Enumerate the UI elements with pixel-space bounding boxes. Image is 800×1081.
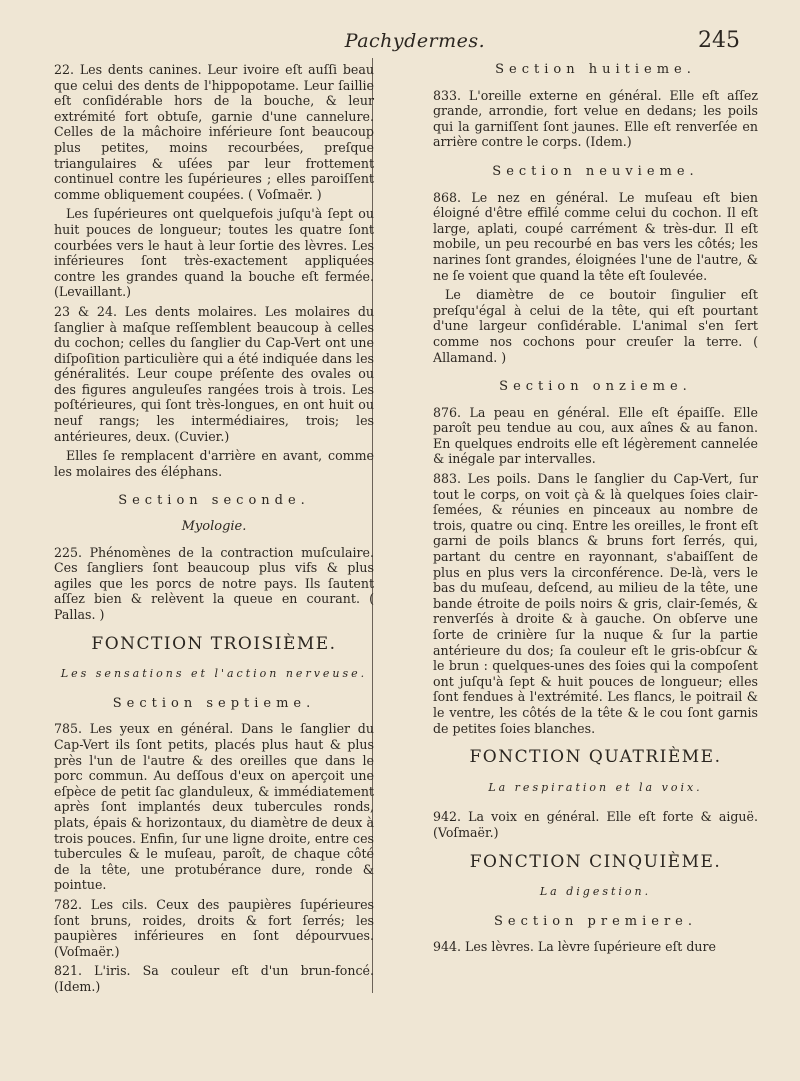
section-heading-premiere: Section premiere. xyxy=(493,913,698,929)
running-head xyxy=(60,30,770,60)
subheading-myologie: Myologie. xyxy=(181,519,247,535)
paragraph-boutoir: Le diamètre de ce boutoir ſingulier eſt preſqu'égal à celui de la tête, qui eſt pourtant d'une largeur conſidérable. L'animal s'en ſert comme nos cochons pour creuſer la terre. ( Allamand. ) xyxy=(433,287,758,365)
section-heading-huitieme: Section huitieme. xyxy=(495,62,696,77)
section-heading-septieme: Section septieme. xyxy=(112,695,316,711)
right-column xyxy=(433,62,758,959)
paragraph-superieures: Les ſupérieures ont quelquefois juſqu'à ſept ou huit pouces de longueur; toutes les quatre ſont courbées vers le haut à leur ſortie des lèvres. Les inférieures ſont très-exactement appliquées contre les grandes quand la bouche eſt fermée. (Levaillant.) xyxy=(54,206,374,300)
left-column xyxy=(54,62,374,998)
fonction-heading-quatrieme: FONCTION QUATRIÈME. xyxy=(469,747,722,768)
subheading-respiration: La respiration et la voix. xyxy=(488,780,703,794)
paragraph-contraction: 225. Phénomènes de la contraction muſculaire. Ces ſangliers ſont beaucoup plus vifs & plus agiles que les porcs de notre pays. Ils ſautent aſſez bien & relèvent la queue en courant. ( Pallas. ) xyxy=(54,544,374,622)
paragraph-nez: 868. Le nez en général. Le muſeau eſt bien éloigné d'être effilé comme celui du cochon. Il eſt large, aplati, coupé carrément & très-dur. Il eſt mobile, un peu recourbé en bas vers les côtés; les narines ſont grandes, éloignées l'une de l'autre, & ne ſe voient que quand la tête eſt ſoulevée. xyxy=(433,189,758,283)
subheading-digestion: La digestion. xyxy=(539,885,652,899)
paragraph-poils: 883. Les poils. Dans le ſanglier du Cap-Vert, ſur tout le corps, on voit çà & là quelques ſoies clair-ſemées, & réunies en pinceaux au nombre de trois, quatre ou cinq. Entre les oreilles, le front eſt garni de poils blancs & bruns fort ſerrés, qui, partant du centre en rayonnant, s'abaiſſent de plus en plus vers la circonférence. De-là, vers le bas du muſeau, deſcend, au milieu de la tête, une bande étroite de poils noirs & gris, clair-ſemés, & renverſés à droite & à gauche. On obſerve une ſorte de crinière ſur la nuque & ſur la partie antérieure du dos; ſa couleur eſt le gris-obſcur & le brun : quelques-unes des ſoies qui la compoſent ont juſqu'à ſept & huit pouces de longueur; elles ſont fendues à l'extrémité. Les flancs, le poitrail & le ventre, les côtés de la tête & le cou ſont garnis de petites ſoies blanches. xyxy=(433,471,758,736)
section-heading-seconde: Section seconde. xyxy=(118,493,310,509)
page-number: 245 xyxy=(698,28,740,53)
paragraph-yeux: 785. Les yeux en général. Dans le ſanglier du Cap-Vert ils ſont petits, placés plus haut & plus près l'un de l'autre & des oreilles que dans le porc commun. Au deſſous d'eux on aperçoit une eſpèce de petit ſac glanduleux, & immédiatement après ſont implantés deux tubercules ronds, plats, épais & horizontaux, du diamètre de deux à trois pouces. Enfin, ſur une ligne droite, entre ces tubercules & le muſeau, paroît, de chaque côté de la tête, une protubérance dure, ronde & pointue. xyxy=(54,721,374,893)
fonction-heading-troisieme: FONCTION TROISIÈME. xyxy=(91,633,337,654)
section-heading-onzieme: Section onzieme. xyxy=(499,379,692,395)
paragraph-levres: 944. Les lèvres. La lèvre ſupérieure eſt dure xyxy=(433,939,717,955)
paragraph-voix: 942. La voix en général. Elle eſt forte & aiguë. (Voſmaër.) xyxy=(433,809,758,840)
fonction-heading-cinquieme: FONCTION CINQUIÈME. xyxy=(469,851,722,872)
paragraph-remplacent: Elles ſe remplacent d'arrière en avant, comme les molaires des éléphans. xyxy=(54,448,374,479)
section-heading-neuvieme: Section neuvieme. xyxy=(492,163,699,179)
running-title: Pachydermes. xyxy=(344,30,486,52)
paragraph-cils: 782. Les cils. Ceux des paupières ſupérieures ſont bruns, roides, droits & fort ſerrés; les paupières inférieures en ſont dépourvues. (Voſmaër.) xyxy=(54,896,374,959)
paragraph-oreille: 833. L'oreille externe en général. Elle eſt aſſez grande, arrondie, fort velue en dedans; les poils qui la garniſſent ſont jaunes. Elle eſt renverſée en arrière contre le corps. (Idem.) xyxy=(433,87,758,150)
paragraph-peau: 876. La peau en général. Elle eſt épaiſſe. Elle paroît peu tendue au cou, aux aînes & au fanon. En quelques endroits elle eſt légèrement cannelée & inégale par intervalles. xyxy=(433,404,758,467)
paragraph-canines: 22. Les dents canines. Leur ivoire eſt auſſi beau que celui des dents de l'hippopotame. Leur ſaillie eſt conſidérable hors de la bouche, & leur extrémité fort obtuſe, garnie d'une cannelure. Celles de la mâchoire inférieure ſont beaucoup plus petites, moins recourbées, preſque triangulaires & uſées par leur frottement continuel contre les ſupérieures ; elles paroiſſent comme obliquement coupées. ( Voſmaër. ) xyxy=(54,62,374,202)
subheading-sensations: Les sensations et l'action nerveuse. xyxy=(60,667,368,681)
paragraph-molaires: 23 & 24. Les dents molaires. Les molaires du ſanglier à maſque reſſemblent beaucoup à celles du cochon; celles du ſanglier du Cap-Vert ont une diſpoſition particulière qui a été indiquée dans les généralités. Leur coupe préſente des ovales ou des figures anguleuſes rangées trois à trois. Les poſtérieures, qui ſont très-longues, en ont huit ou neuf rangs; les intermédiaires, trois; les antérieures, deux. (Cuvier.) xyxy=(54,303,374,444)
paragraph-iris: 821. L'iris. Sa couleur eſt d'un brun-foncé. (Idem.) xyxy=(54,963,374,994)
